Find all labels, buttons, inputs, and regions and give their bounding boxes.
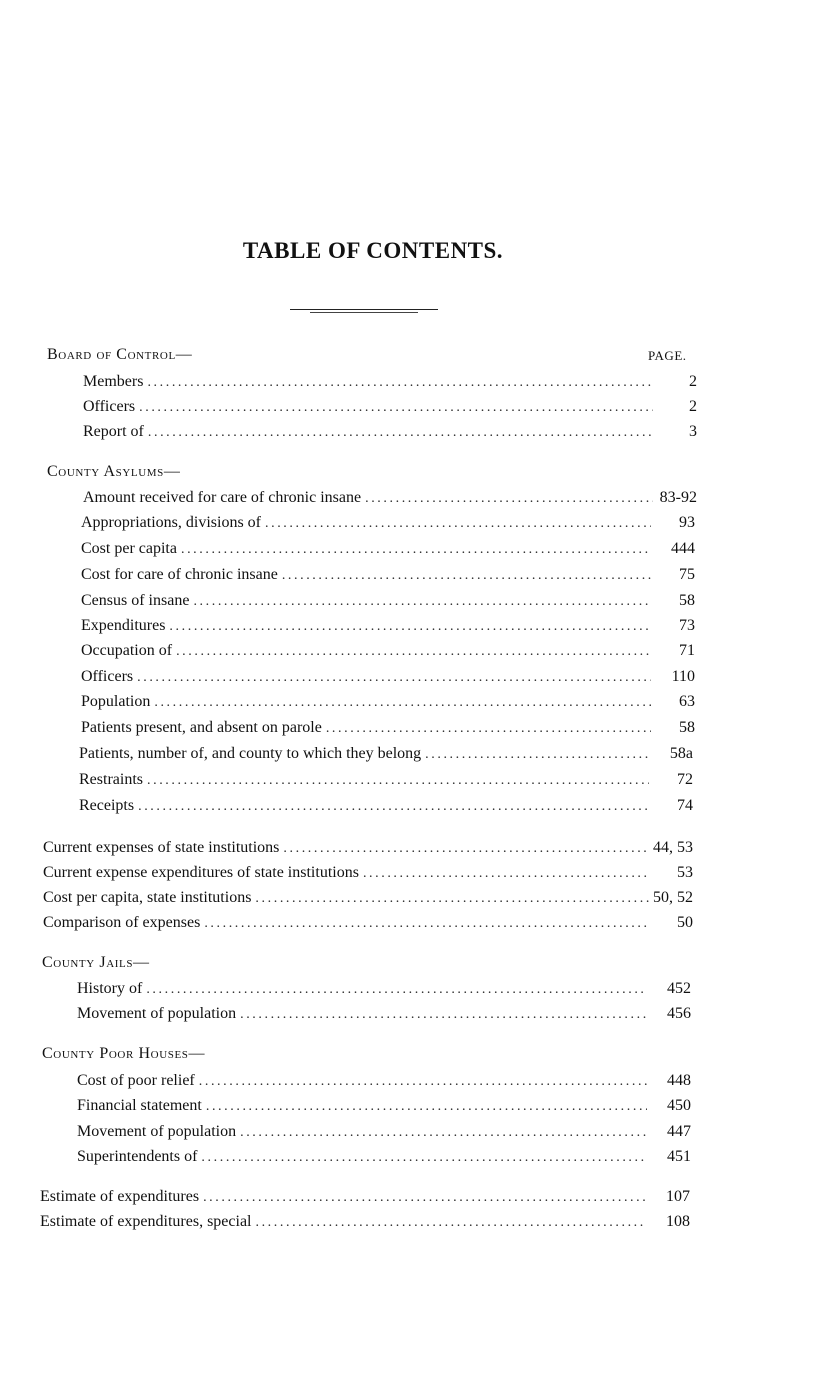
dot-leader bbox=[425, 743, 649, 767]
entry-label: Movement of population bbox=[77, 1005, 237, 1022]
toc-entry bbox=[83, 420, 697, 444]
section-heading-county-poor-houses: County Poor Houses— bbox=[42, 1045, 206, 1062]
entry-page: 450 bbox=[667, 1097, 691, 1114]
entry-page: 58 bbox=[679, 719, 695, 736]
toc-entry bbox=[81, 690, 695, 714]
entry-label: Occupation of bbox=[81, 642, 173, 659]
toc-entry bbox=[83, 395, 697, 419]
section-heading-board-of-control: Board of Control— bbox=[47, 346, 193, 363]
entry-label: History of bbox=[77, 980, 143, 997]
entry-page: 451 bbox=[667, 1148, 691, 1165]
entry-page: 447 bbox=[667, 1123, 691, 1140]
entry-page: 72 bbox=[677, 771, 693, 788]
toc-entry bbox=[81, 614, 695, 638]
entry-page: 53 bbox=[677, 864, 693, 881]
entry-label: Cost per capita bbox=[81, 540, 177, 557]
entry-label: Financial statement bbox=[77, 1097, 202, 1114]
entry-label: Cost per capita, state institutions bbox=[43, 889, 252, 906]
toc-entry bbox=[40, 1185, 690, 1209]
entry-label: Officers bbox=[83, 398, 136, 415]
entry-label: Population bbox=[81, 693, 151, 710]
page-column-header: PAGE. bbox=[648, 348, 687, 363]
entry-label: Appropriations, divisions of bbox=[81, 514, 261, 531]
entry-page: 108 bbox=[666, 1213, 690, 1230]
entry-page: 63 bbox=[679, 693, 695, 710]
entry-page: 3 bbox=[689, 423, 697, 440]
entry-label: Amount received for care of chronic insane bbox=[83, 489, 362, 506]
entry-label: Movement of population bbox=[77, 1123, 237, 1140]
section-heading-county-jails: County Jails— bbox=[42, 954, 150, 971]
entry-page: 58 bbox=[679, 592, 695, 609]
entry-label: Census of insane bbox=[81, 592, 190, 609]
dot-leader bbox=[282, 564, 651, 588]
dot-leader bbox=[204, 912, 649, 936]
dot-leader bbox=[148, 421, 653, 445]
toc-entry bbox=[81, 563, 695, 587]
toc-entry bbox=[77, 977, 691, 1001]
entry-label: Receipts bbox=[79, 797, 135, 814]
entry-page: 444 bbox=[671, 540, 695, 557]
dot-leader bbox=[265, 512, 651, 536]
toc-entry bbox=[79, 794, 693, 818]
dot-leader bbox=[365, 487, 653, 511]
toc-entry bbox=[81, 589, 695, 613]
toc-entry bbox=[77, 1145, 691, 1169]
entry-page: 452 bbox=[667, 980, 691, 997]
entry-label: Estimate of expenditures, special bbox=[40, 1213, 252, 1230]
entry-label: Members bbox=[83, 373, 144, 390]
entry-page: 93 bbox=[679, 514, 695, 531]
entry-label: Estimate of expenditures bbox=[40, 1188, 200, 1205]
toc-entry bbox=[83, 370, 697, 394]
dot-leader bbox=[326, 717, 651, 741]
dot-leader bbox=[255, 1211, 646, 1235]
entry-label: Report of bbox=[83, 423, 144, 440]
toc-entry bbox=[83, 486, 697, 510]
toc-entry bbox=[79, 742, 693, 766]
dot-leader bbox=[255, 887, 649, 911]
entry-page: 83-92 bbox=[659, 489, 697, 506]
dot-leader bbox=[147, 769, 649, 793]
entry-page: 110 bbox=[671, 668, 695, 685]
entry-page: 448 bbox=[667, 1072, 691, 1089]
dot-leader bbox=[169, 615, 651, 639]
entry-label: Cost for care of chronic insane bbox=[81, 566, 278, 583]
dot-leader bbox=[203, 1186, 646, 1210]
toc-entry bbox=[81, 665, 695, 689]
entry-page: 2 bbox=[689, 373, 697, 390]
toc-entry bbox=[81, 511, 695, 535]
dot-leader bbox=[199, 1070, 647, 1094]
toc-entry bbox=[77, 1002, 691, 1026]
entry-page: 58a bbox=[669, 745, 693, 762]
entry-page: 50, 52 bbox=[653, 889, 693, 906]
dot-leader bbox=[240, 1003, 647, 1027]
dot-leader bbox=[154, 691, 651, 715]
dot-leader bbox=[193, 590, 651, 614]
entry-label: Officers bbox=[81, 668, 134, 685]
entry-label: Patients, number of, and county to which they belong bbox=[79, 745, 422, 762]
entry-page: 2 bbox=[689, 398, 697, 415]
entry-page: 75 bbox=[679, 566, 695, 583]
entry-label: Expenditures bbox=[81, 617, 166, 634]
entry-page: 50 bbox=[677, 914, 693, 931]
toc-entry bbox=[77, 1094, 691, 1118]
toc-entry bbox=[43, 911, 693, 935]
page-title: TABLE OF CONTENTS. bbox=[242, 238, 504, 263]
entry-page: 73 bbox=[679, 617, 695, 634]
toc-entry bbox=[77, 1069, 691, 1093]
dot-leader bbox=[206, 1095, 647, 1119]
toc-entry bbox=[43, 836, 693, 860]
entry-label: Current expenses of state institutions bbox=[43, 839, 280, 856]
toc-entry bbox=[79, 768, 693, 792]
toc-entry bbox=[43, 861, 693, 885]
entry-page: 71 bbox=[679, 642, 695, 659]
dot-leader bbox=[176, 640, 651, 664]
dot-leader bbox=[137, 666, 651, 690]
entry-page: 44, 53 bbox=[653, 839, 693, 856]
dot-leader bbox=[181, 538, 651, 562]
toc-entry bbox=[81, 537, 695, 561]
entry-label: Patients present, and absent on parole bbox=[81, 719, 322, 736]
entry-label: Comparison of expenses bbox=[43, 914, 201, 931]
entry-label: Current expense expenditures of state institutions bbox=[43, 864, 359, 881]
toc-entry bbox=[77, 1120, 691, 1144]
dot-leader bbox=[146, 978, 647, 1002]
dot-leader bbox=[139, 396, 653, 420]
entry-label: Cost of poor relief bbox=[77, 1072, 195, 1089]
title-divider bbox=[290, 309, 438, 310]
dot-leader bbox=[283, 837, 649, 861]
dot-leader bbox=[147, 371, 653, 395]
dot-leader bbox=[201, 1146, 647, 1170]
toc-entry bbox=[40, 1210, 690, 1234]
entry-label: Superintendents of bbox=[77, 1148, 198, 1165]
toc-entry bbox=[43, 886, 693, 910]
section-heading-county-asylums: County Asylums— bbox=[47, 463, 181, 480]
toc-entry bbox=[81, 716, 695, 740]
dot-leader bbox=[363, 862, 649, 886]
dot-leader bbox=[138, 795, 649, 819]
entry-page: 74 bbox=[677, 797, 693, 814]
entry-label: Restraints bbox=[79, 771, 143, 788]
entry-page: 107 bbox=[666, 1188, 690, 1205]
toc-entry bbox=[81, 639, 695, 663]
dot-leader bbox=[240, 1121, 647, 1145]
entry-page: 456 bbox=[667, 1005, 691, 1022]
